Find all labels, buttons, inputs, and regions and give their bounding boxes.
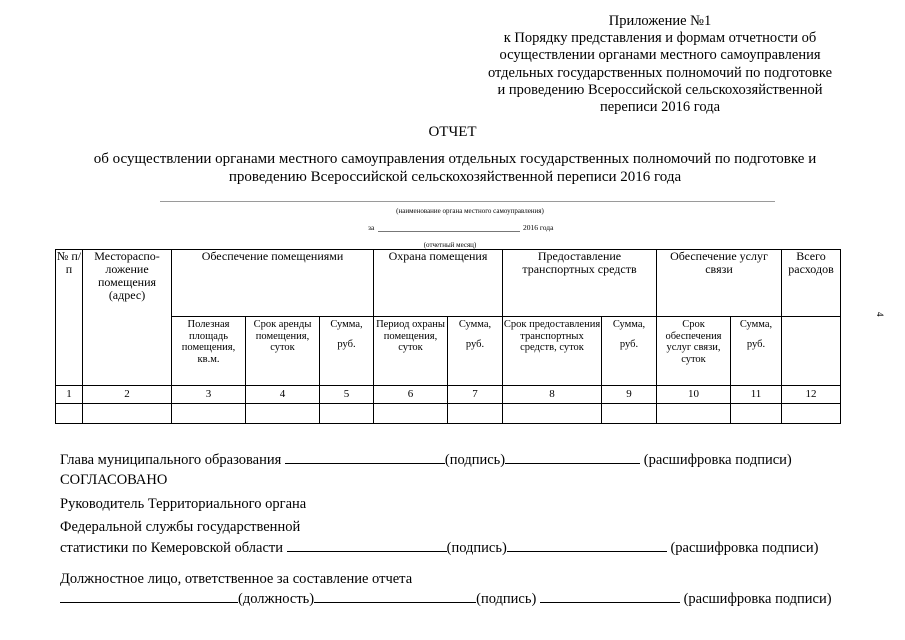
position-field[interactable] <box>60 588 238 603</box>
sum-label: Сумма, <box>612 319 646 330</box>
appendix-line: осуществлении органами местного самоуправления <box>499 47 821 64</box>
responsible-signature-line <box>60 588 832 608</box>
head-signature-field[interactable] <box>285 449 445 464</box>
column-number: 10 <box>657 386 731 404</box>
col-header-location: Местораспо-ложение помещения (адрес) <box>83 250 172 386</box>
col-header-area: Полезная площадь помещения, кв.м. <box>172 317 246 386</box>
column-number: 9 <box>602 386 657 404</box>
col-header-guard-period: Период охраны помещения, суток <box>374 317 448 386</box>
col-group-communication: Обеспечение услуг связи <box>657 250 782 317</box>
statistics-region-label: статистики по Кемеровской области <box>60 540 283 556</box>
table-subheader-row <box>56 317 841 386</box>
signature-caption: (подпись) <box>444 452 506 468</box>
org-name-caption: (наименование органа местного самоуправления) <box>396 207 544 215</box>
table-cell[interactable] <box>246 404 320 424</box>
table-cell[interactable] <box>657 404 731 424</box>
col-header-comm-term: Срок обеспечения услуг связи, суток <box>657 317 731 386</box>
decoding-caption: (расшифровка подписи) <box>683 591 832 607</box>
col-header-sum <box>320 317 374 386</box>
report-title: ОТЧЕТ <box>428 124 477 140</box>
table-cell[interactable] <box>172 404 246 424</box>
col-header-sum <box>602 317 657 386</box>
table-cell[interactable] <box>83 404 172 424</box>
appendix-line: Приложение №1 <box>608 13 712 29</box>
sum-unit: руб. <box>746 338 766 350</box>
decoding-caption: (расшифровка подписи) <box>670 540 819 556</box>
report-subtitle <box>60 151 850 186</box>
report-subtitle-line: проведению Всероссийской сельскохозяйственной переписи 2016 года <box>228 168 682 185</box>
table-cell[interactable] <box>503 404 602 424</box>
column-number: 3 <box>172 386 246 404</box>
decoding-caption: (расшифровка подписи) <box>643 452 792 468</box>
sum-unit: руб. <box>337 338 356 350</box>
col-header-total-blank <box>782 317 841 386</box>
column-number: 6 <box>374 386 448 404</box>
appendix-line: к Порядку представления и формам отчетности об <box>503 30 817 47</box>
col-header-sum <box>448 317 503 386</box>
table-header-row <box>56 250 841 317</box>
head-signature-line <box>60 449 792 469</box>
col-header-transport-term: Срок предоставления транспортных средств, суток <box>503 317 602 386</box>
col-group-transport: Предоставление транспортных средств <box>503 250 657 317</box>
column-number: 1 <box>56 386 83 404</box>
column-number: 5 <box>320 386 374 404</box>
table-cell[interactable] <box>56 404 83 424</box>
column-number: 2 <box>83 386 172 404</box>
territorial-head-label: Руководитель Территориального органа <box>60 496 307 512</box>
column-number: 12 <box>782 386 841 404</box>
appendix-line: переписи 2016 года <box>599 99 721 116</box>
appendix-line: и проведению Всероссийской сельскохозяйственной <box>497 81 823 98</box>
responsible-decoding-field[interactable] <box>540 588 680 603</box>
sum-label: Сумма, <box>739 319 773 330</box>
stat-signature-line <box>60 537 818 557</box>
col-group-guard: Охрана помещения <box>374 250 503 317</box>
column-number: 11 <box>731 386 782 404</box>
period-caption: (отчетный месяц) <box>423 241 477 249</box>
position-caption: (должность) <box>238 591 315 607</box>
table-cell[interactable] <box>320 404 374 424</box>
responsible-person-label: Должностное лицо, ответственное за составление отчета <box>60 571 413 587</box>
signature-caption: (подпись) <box>446 540 507 556</box>
federal-service-label: Федеральной службы государственной <box>60 519 301 535</box>
sum-label: Сумма, <box>330 319 363 330</box>
report-subtitle-line: об осуществлении органами местного самоуправления отдельных государственных полномочий по подготовке и <box>93 151 817 167</box>
page-number: 4 <box>875 312 885 317</box>
report-table <box>55 249 841 424</box>
stat-signature-field[interactable] <box>287 537 447 552</box>
table-data-row <box>56 404 841 424</box>
column-number: 8 <box>503 386 602 404</box>
appendix-header <box>470 13 850 116</box>
period-prefix: за <box>368 223 375 232</box>
signature-caption: (подпись) <box>476 591 537 607</box>
column-number: 7 <box>448 386 503 404</box>
col-header-sum <box>731 317 782 386</box>
sum-unit: руб. <box>619 338 639 350</box>
org-name-line[interactable] <box>160 201 775 202</box>
stat-decoding-field[interactable] <box>507 537 667 552</box>
table-cell[interactable] <box>731 404 782 424</box>
col-header-rent-term: Срок аренды помещения, суток <box>246 317 320 386</box>
period-month-line[interactable] <box>378 231 520 232</box>
sum-label: Сумма, <box>458 319 492 330</box>
responsible-signature-field[interactable] <box>314 588 476 603</box>
head-decoding-field[interactable] <box>505 449 640 464</box>
table-cell[interactable] <box>782 404 841 424</box>
period-suffix: 2016 года <box>523 223 554 232</box>
col-group-premises: Обеспечение помещениями <box>172 250 374 317</box>
sum-unit: руб. <box>465 338 485 350</box>
table-cell[interactable] <box>374 404 448 424</box>
head-label: Глава муниципального образования <box>60 452 282 468</box>
col-header-total: Всего расходов <box>782 250 841 317</box>
table-cell[interactable] <box>602 404 657 424</box>
appendix-line: отдельных государственных полномочий по подготовке <box>487 64 833 81</box>
col-header-number: № п/ п <box>56 250 83 386</box>
table-cell[interactable] <box>448 404 503 424</box>
column-number: 4 <box>246 386 320 404</box>
approved-label: СОГЛАСОВАНО <box>60 472 168 488</box>
table-column-numbers-row <box>56 386 841 404</box>
